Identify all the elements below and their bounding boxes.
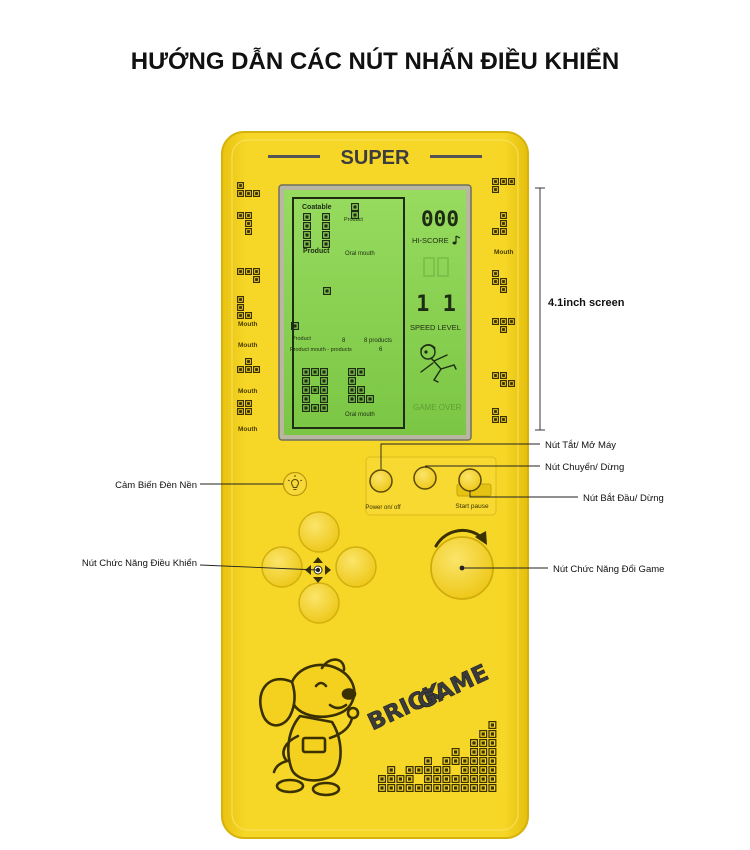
side-decor-brick-core: [247, 314, 250, 317]
side-decor-brick-core: [239, 314, 242, 317]
stair-brick-core: [380, 786, 383, 789]
side-decor-brick-core: [239, 402, 242, 405]
stair-brick-core: [399, 786, 402, 789]
side-decor-brick-core: [239, 270, 242, 273]
side-decor-brick-core: [502, 288, 505, 291]
score-display: 000: [421, 207, 459, 231]
side-decor-brick-core: [502, 328, 505, 331]
stair-brick-core: [454, 759, 457, 762]
dpad-down-button: [299, 583, 339, 623]
side-decor-brick-core: [239, 306, 242, 309]
screen-size-label: 4.1inch screen: [548, 297, 625, 309]
stair-brick-core: [472, 777, 475, 780]
stair-brick-core: [472, 750, 475, 753]
power-button-label: Power on/ off: [365, 505, 401, 511]
light-sensor: [284, 473, 307, 496]
stair-brick-core: [491, 768, 494, 771]
side-decor-brick-core: [494, 280, 497, 283]
side-decor-brick-core: [239, 410, 242, 413]
playfield-block-core: [325, 289, 328, 292]
stair-brick-core: [472, 786, 475, 789]
playfield-text-products-8: 8 products: [364, 338, 393, 344]
side-decor-brick-core: [510, 320, 513, 323]
playfield-text-product-top: Product: [344, 217, 363, 223]
stair-brick-core: [482, 750, 485, 753]
stair-brick-core: [463, 759, 466, 762]
rotate-callout-label: Nút Chức Năng Đổi Game: [553, 564, 665, 575]
power-callout-label: Nút Tắt/ Mở Máy: [545, 440, 616, 451]
playfield-text-coatable: Coatable: [302, 204, 332, 211]
stair-brick-core: [445, 759, 448, 762]
playfield-block-core: [313, 406, 316, 409]
playfield-block-core: [304, 370, 307, 373]
side-decor-brick-core: [494, 188, 497, 191]
playfield-block-core: [305, 224, 308, 227]
side-decor-brick-core: [247, 368, 250, 371]
stair-brick-core: [463, 777, 466, 780]
side-decor-brick-core: [502, 374, 505, 377]
start-button-label: Start pause: [455, 503, 489, 510]
stair-brick-core: [482, 777, 485, 780]
side-decor-brick-core: [502, 320, 505, 323]
side-decor-brick-core: [239, 184, 242, 187]
speed-level-label: SPEED LEVEL: [410, 323, 461, 332]
side-decor-brick-core: [239, 192, 242, 195]
side-decor-brick-core: [255, 278, 258, 281]
stair-brick-core: [482, 741, 485, 744]
side-decor-brick-core: [502, 280, 505, 283]
mascot-card: [303, 738, 325, 752]
stair-brick-core: [454, 777, 457, 780]
stair-brick-core: [454, 786, 457, 789]
side-decor-brick-core: [494, 410, 497, 413]
side-decor-brick-core: [255, 270, 258, 273]
side-decor-brick-core: [247, 360, 250, 363]
brand-name: SUPER: [340, 147, 410, 169]
stair-brick-core: [445, 777, 448, 780]
stair-brick-core: [436, 786, 439, 789]
playfield-block-core: [350, 388, 353, 391]
stair-brick-core: [482, 768, 485, 771]
dpad-up-button: [299, 512, 339, 552]
side-label-right-1: Mouth: [494, 249, 514, 256]
stair-brick-core: [426, 786, 429, 789]
playfield-text-count-8: 8: [342, 338, 346, 344]
rotate-leader-dot: [460, 566, 465, 571]
playfield-block-core: [293, 324, 296, 327]
playfield-block-core: [359, 370, 362, 373]
stair-brick-core: [463, 768, 466, 771]
game-over-indicator: GAME OVER: [413, 403, 462, 412]
side-decor-brick-core: [247, 410, 250, 413]
playfield-block-core: [324, 233, 327, 236]
dpad-left-button: [262, 547, 302, 587]
side-label-left-1: Mouth: [238, 321, 258, 328]
stair-brick-core: [436, 768, 439, 771]
stair-brick-core: [491, 741, 494, 744]
side-decor-brick-core: [255, 368, 258, 371]
stair-brick-core: [491, 723, 494, 726]
side-decor-brick-core: [239, 368, 242, 371]
side-decor-brick-core: [510, 382, 513, 385]
start-pause-button: [459, 469, 481, 491]
handheld-device: [222, 132, 528, 838]
stair-brick-core: [472, 741, 475, 744]
dpad-right-button: [336, 547, 376, 587]
stair-brick-core: [491, 786, 494, 789]
switch-button: [414, 467, 436, 489]
side-decor-brick-core: [239, 214, 242, 217]
stair-brick-core: [426, 777, 429, 780]
playfield-block-core: [368, 397, 371, 400]
playfield-block-core: [304, 397, 307, 400]
playfield-block-core: [359, 397, 362, 400]
side-decor-brick-core: [247, 230, 250, 233]
logo-line-brick: BRICK: [363, 679, 447, 737]
playfield-text-count-6: 6: [379, 347, 383, 353]
side-label-left-4: Mouth: [238, 426, 258, 433]
playfield-block-core: [305, 242, 308, 245]
side-decor-brick-core: [502, 230, 505, 233]
stair-brick-core: [417, 768, 420, 771]
side-decor-brick-core: [247, 214, 250, 217]
playfield-text-oral-mouth-bottom: Oral mouth: [345, 412, 375, 418]
side-decor-brick-core: [247, 222, 250, 225]
playfield-block-core: [350, 379, 353, 382]
side-decor-brick-core: [239, 298, 242, 301]
stair-brick-core: [482, 786, 485, 789]
side-label-left-2: Mouth: [238, 342, 258, 349]
logo-line-game: GAME: [413, 659, 493, 716]
stair-brick-core: [491, 732, 494, 735]
playfield-block-core: [350, 370, 353, 373]
side-decor-brick-core: [494, 374, 497, 377]
callout-screen-size: [535, 188, 625, 430]
stair-brick-core: [390, 786, 393, 789]
stair-brick-core: [491, 759, 494, 762]
playfield-block-core: [313, 388, 316, 391]
stair-brick-core: [408, 786, 411, 789]
stair-brick-core: [463, 786, 466, 789]
switch-callout-label: Nút Chuyển/ Dừng: [545, 462, 625, 473]
playfield-block-core: [305, 215, 308, 218]
playfield-block-core: [304, 406, 307, 409]
stair-brick-core: [426, 768, 429, 771]
rotate-control: [431, 530, 493, 599]
playfield-block-core: [350, 397, 353, 400]
playfield-block-core: [322, 370, 325, 373]
playfield-block-core: [322, 388, 325, 391]
playfield-block-core: [304, 379, 307, 382]
light-sensor-callout-label: Cảm Biến Đèn Nền: [115, 480, 197, 491]
side-decor-brick-core: [502, 382, 505, 385]
stair-brick-core: [417, 786, 420, 789]
playfield-text-product-mouth: Product mouth - products: [290, 347, 352, 353]
power-button: [370, 470, 392, 492]
side-decor-brick-core: [247, 270, 250, 273]
playfield-text-oral-mouth-top: Oral mouth: [345, 251, 375, 257]
stair-brick-core: [408, 777, 411, 780]
stair-brick-core: [482, 759, 485, 762]
playfield-block-core: [324, 224, 327, 227]
side-decor-brick-core: [494, 180, 497, 183]
side-label-left-3: Mouth: [238, 388, 258, 395]
lcd-screen: [279, 185, 471, 440]
side-decor-brick-core: [502, 180, 505, 183]
playfield-block-core: [322, 406, 325, 409]
brand-line-left: [268, 155, 320, 158]
playfield-text-product-low: Product: [292, 336, 311, 342]
speed-level-value: 1 1: [416, 292, 456, 317]
side-decor-brick-core: [494, 230, 497, 233]
stair-brick-core: [472, 759, 475, 762]
playfield-text-product-mid: Product: [303, 248, 330, 255]
playfield-block-core: [324, 242, 327, 245]
side-decor-brick-core: [255, 192, 258, 195]
stair-brick-core: [426, 759, 429, 762]
side-decor-brick-core: [510, 180, 513, 183]
stair-brick-core: [445, 768, 448, 771]
playfield-block-core: [304, 388, 307, 391]
playfield-block-core: [324, 215, 327, 218]
side-decor-brick-core: [502, 222, 505, 225]
playfield-block-core: [322, 397, 325, 400]
stair-brick-core: [454, 750, 457, 753]
stair-brick-core: [380, 777, 383, 780]
stair-brick-core: [399, 777, 402, 780]
stair-brick-core: [491, 750, 494, 753]
brand-line-right: [430, 155, 482, 158]
dpad-callout-label: Nút Chức Năng Điều Khiển: [81, 558, 197, 569]
playfield-block-core: [353, 205, 356, 208]
stair-brick-core: [445, 786, 448, 789]
side-decor-brick-core: [494, 320, 497, 323]
dpad-leader-dot: [316, 568, 320, 572]
stair-brick-core: [482, 732, 485, 735]
stair-brick-core: [408, 768, 411, 771]
hi-score-label: HI-SCORE: [412, 236, 449, 245]
page-title: HƯỚNG DẪN CÁC NÚT NHẤN ĐIỀU KHIỂN: [130, 48, 620, 75]
stair-brick-core: [390, 777, 393, 780]
stair-brick-core: [472, 768, 475, 771]
playfield-block-core: [313, 370, 316, 373]
side-decor-brick-core: [494, 272, 497, 275]
start-callout-label: Nút Bắt Đầu/ Dừng: [583, 493, 664, 504]
stair-brick-core: [436, 777, 439, 780]
side-decor-brick-core: [247, 402, 250, 405]
playfield-block-core: [359, 388, 362, 391]
side-decor-brick-core: [502, 418, 505, 421]
playfield-block-core: [305, 233, 308, 236]
stair-brick-core: [390, 768, 393, 771]
playfield-block-core: [322, 379, 325, 382]
side-decor-brick-core: [494, 418, 497, 421]
stair-brick-core: [491, 777, 494, 780]
side-decor-brick-core: [247, 192, 250, 195]
side-decor-brick-core: [502, 214, 505, 217]
